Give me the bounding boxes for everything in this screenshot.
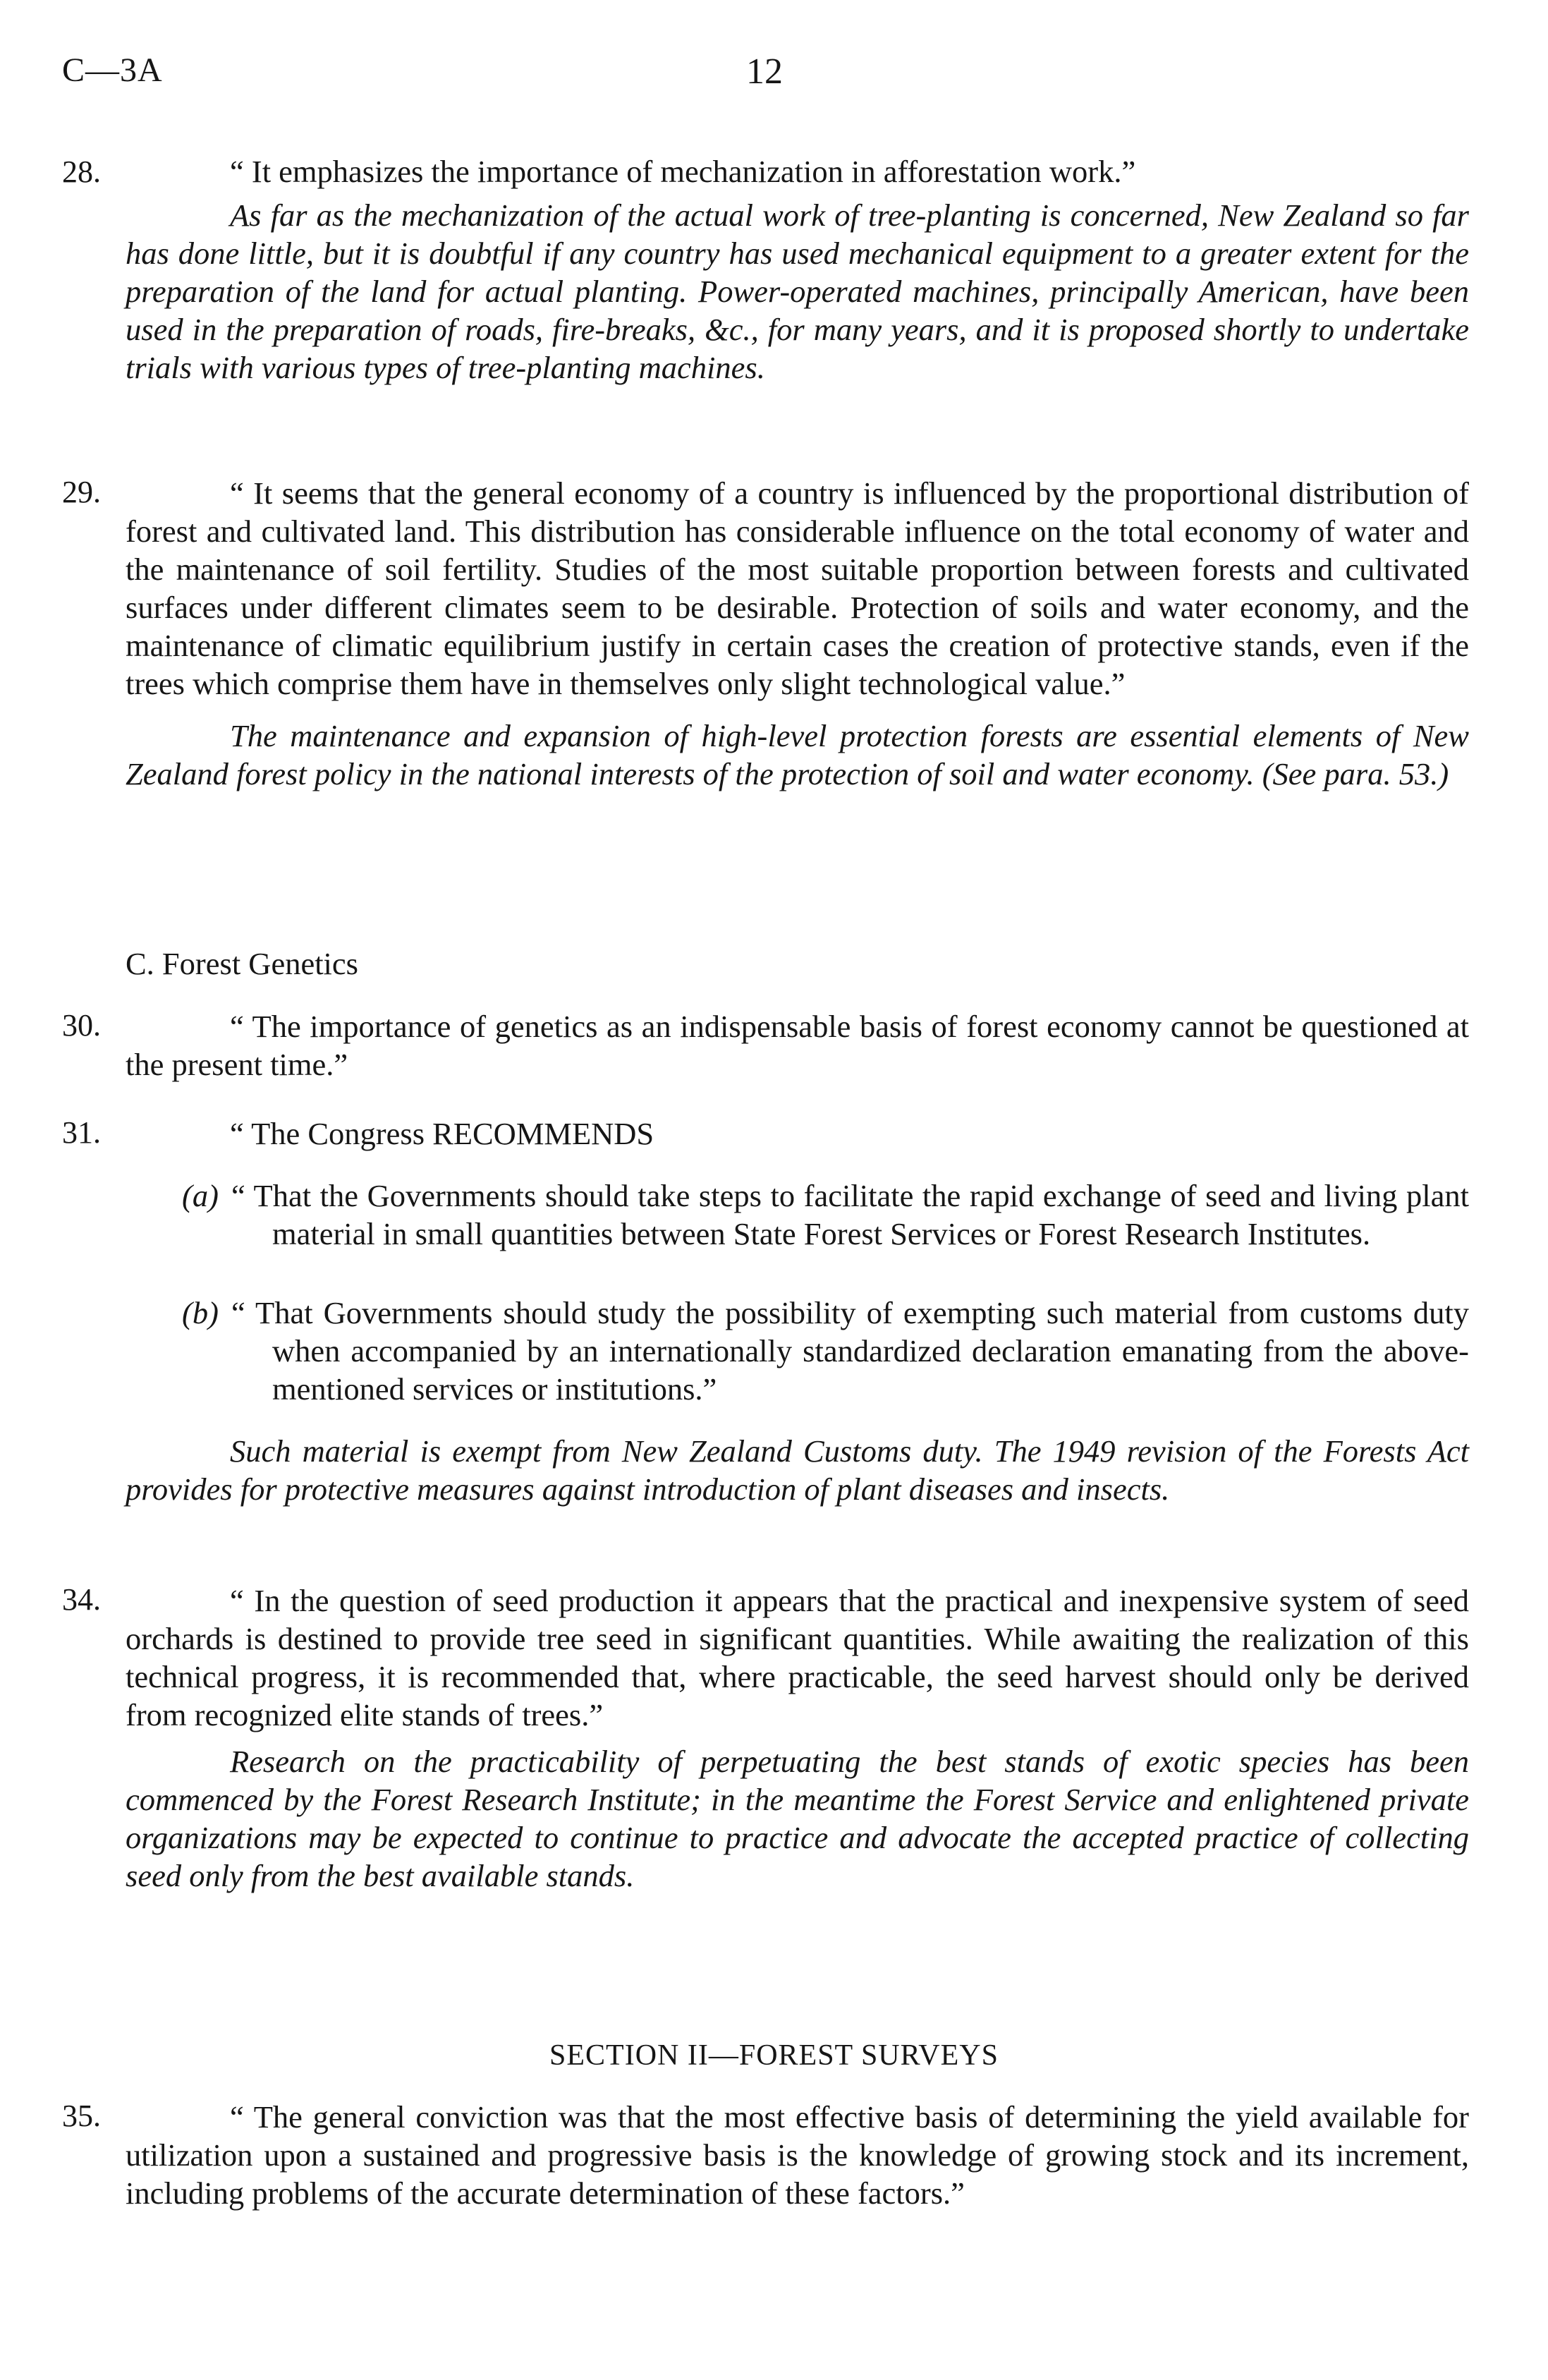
paragraph-31 (126, 1115, 1469, 1153)
paragraph-31-commentary (126, 1432, 1469, 1508)
item-label: (b) (182, 1295, 219, 1330)
recommendation-item-b (182, 1294, 1469, 1408)
recommends-intro: “ The Congress RECOMMENDS (230, 1116, 654, 1151)
paragraph-number: 35. (62, 2099, 101, 2133)
paragraph-35 (126, 2098, 1469, 2212)
quote-text: “ It seems that the general economy of a country is influenced by the proportional distribution of forest and cultivated land. This distribution has considerable influence on the total economy of water and the maintenance of soil fertility. Studies of the most suitable proportion between forests and cultivated surfaces under different climates seem to be desirable. Protection of soils and water economy, and the maintenance of climatic equilibrium justify in certain cases the creation of protective stands, even if the trees which comprise them have in themselves only slight technological value.” (126, 475, 1469, 701)
recommendation-item-a (182, 1177, 1469, 1253)
quote-text: “ In the question of seed production it appears that the practical and inexpensive system of seed orchards is destined to provide tree seed in significant quantities. While awaiting the realization of this technical progress, it is recommended that, where practicable, the seed harvest should only be derived from recognized elite stands of trees.” (126, 1583, 1469, 1732)
quote-text: “ The general conviction was that the most effective basis of determining the yield available for utilization upon a sustained and progressive basis is the knowledge of growing stock and its increment, including problems of the accurate determination of these factors.” (126, 2099, 1469, 2211)
commentary-text: Research on the practicability of perpetuating the best stands of exotic species has been commenced by the Forest Research Institute; in the meantime the Forest Service and enlightened private organizations may be expected to continue to practice and advocate the accepted practice of collecting seed only from the best available stands. (126, 1744, 1469, 1893)
paragraph-number: 28. (62, 154, 101, 189)
paragraph-34 (126, 1581, 1469, 1895)
paragraph-number: 29. (62, 475, 101, 509)
quote-text: “ It emphasizes the importance of mechanization in afforestation work.” (230, 154, 1136, 189)
item-text: “ That Governments should study the possibility of exempting such material from customs duty when accompanied by an internationally standardized declaration emanating from the above-mentioned services or institutions.” (231, 1295, 1469, 1407)
paragraph-30 (126, 1007, 1469, 1083)
document-reference: C—3A (62, 51, 163, 89)
quote-text: “ The importance of genetics as an indispensable basis of forest economy cannot be questioned at the present time.” (126, 1009, 1469, 1082)
subsection-heading-text: C. Forest Genetics (126, 946, 358, 981)
item-text: “ That the Governments should take steps to facilitate the rapid exchange of seed and living plant material in small quantities between State Forest Services or Forest Research Institutes. (231, 1178, 1469, 1251)
item-label: (a) (182, 1178, 219, 1213)
subsection-heading (126, 945, 358, 982)
paragraph-number: 34. (62, 1582, 101, 1617)
paragraph-number: 30. (62, 1008, 101, 1043)
commentary-text: As far as the mechanization of the actual work of tree-planting is concerned, New Zealand so far has done little, but it is doubtful if any country has used mechanical equipment to a greater extent for the preparation of the land for actual planting. Power-operated machines, principally American, have been used in the preparation of roads, fire-breaks, &c., for many years, and it is proposed shortly to undertake trials with various types of tree-planting machines. (126, 198, 1469, 385)
page-number: 12 (746, 51, 783, 92)
section-title: SECTION II—FOREST SURVEYS (549, 2039, 999, 2072)
paragraph-28 (126, 152, 1469, 387)
paragraph-29 (126, 474, 1469, 793)
commentary-text: The maintenance and expansion of high-level protection forests are essential elements of New Zealand forest policy in the national interests of the protection of soil and water economy. (See para. 53.) (126, 718, 1469, 791)
paragraph-number: 31. (62, 1115, 101, 1150)
commentary-text: Such material is exempt from New Zealand Customs duty. The 1949 revision of the Forests Act provides for protective measures against introduction of plant diseases and insects. (126, 1433, 1469, 1507)
